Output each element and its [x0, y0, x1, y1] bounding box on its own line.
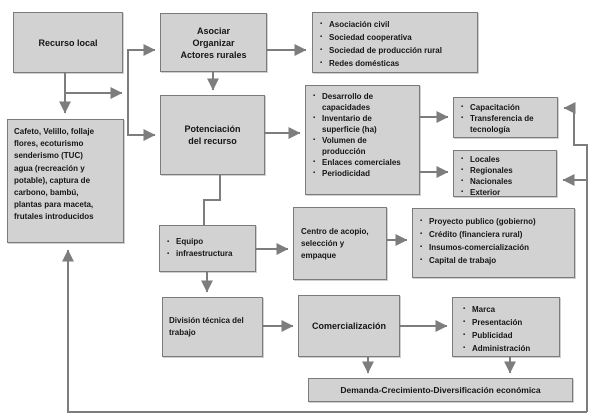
- list-item: ▪ Equipo: [167, 236, 204, 246]
- bullet-icon: ▪: [461, 189, 464, 195]
- list-item: ▪ Asociación civil: [320, 20, 390, 29]
- node-label: Recurso local: [38, 37, 98, 48]
- list-item: ▪ Crédito (financiera rural): [420, 230, 523, 239]
- list-item: ▪ Sociedad cooperativa: [320, 33, 412, 42]
- node-demanda: [308, 378, 573, 402]
- paragraph-line: plantas para maceta,: [14, 200, 94, 210]
- list-item: ▪ Capacitación: [461, 103, 520, 112]
- list-item: ▪ Administración: [463, 344, 531, 353]
- bullet-icon: ▪: [167, 250, 170, 257]
- bullet-icon: ▪: [461, 167, 464, 173]
- list-item: ▪ Enlaces comerciales: [313, 158, 401, 167]
- paragraph-line: agua (recreación y: [14, 163, 85, 173]
- list-item: ▪ Regionales: [461, 166, 513, 175]
- node-label-line: Organizar: [192, 37, 235, 48]
- bullet-icon: ▪: [313, 115, 316, 121]
- node-formas-asociacion: [312, 12, 478, 73]
- bullet-icon: ▪: [420, 244, 423, 250]
- list-item: ▪ Periodicidad: [313, 169, 371, 178]
- list-item: ▪ Transferencia de tecnología: [461, 114, 534, 134]
- list-item: ▪ Desarrollo de capacidades: [313, 92, 374, 112]
- paragraph-line: carbono, bambú,: [14, 188, 79, 198]
- bullet-icon: ▪: [420, 257, 423, 263]
- list-item: ▪ Proyecto publico (gobierno): [420, 217, 536, 226]
- bullet-icon: ▪: [313, 93, 316, 99]
- bullet-icon: ▪: [461, 178, 464, 184]
- bullet-icon: ▪: [320, 34, 323, 40]
- node-marca: [452, 297, 560, 357]
- node-centro-acopio: [293, 207, 387, 280]
- bullet-icon: ▪: [420, 218, 423, 224]
- node-label: Demanda-Crecimiento-Diversificación económica: [340, 385, 541, 395]
- bullet-icon: ▪: [461, 104, 464, 110]
- node-financiamiento: [412, 208, 575, 278]
- bullet-icon: ▪: [463, 306, 466, 312]
- connector-potenciacion-to-equipo: [204, 175, 220, 225]
- list-item: ▪ Inventario de superficie (ha): [313, 114, 377, 134]
- bullet-icon: ▪: [420, 231, 423, 237]
- bullet-icon: ▪: [313, 137, 316, 143]
- paragraph-line: frutales introducidos: [14, 212, 94, 222]
- list-item: ▪ Marca: [463, 305, 496, 314]
- node-label-line: trabajo: [169, 328, 196, 337]
- bullet-icon: ▪: [313, 170, 316, 176]
- node-recurso-local: [13, 12, 123, 73]
- node-recursos-lista: [7, 119, 124, 243]
- list-item: ▪ infraestructura: [167, 248, 233, 258]
- node-asociar-organizar: [160, 13, 267, 72]
- node-label-line: Asociar: [196, 25, 231, 36]
- bullet-icon: ▪: [320, 47, 323, 53]
- node-label-line: del recurso: [188, 136, 237, 146]
- node-label: Comercialización: [311, 321, 387, 331]
- node-diagnostico: [305, 85, 420, 195]
- node-capacitacion: [453, 97, 558, 138]
- bullet-icon: ▪: [463, 332, 466, 338]
- paragraph-line: potable), captura de: [14, 175, 91, 185]
- list-item: ▪ Publicidad: [463, 331, 513, 340]
- list-item: ▪ Redes domésticas: [320, 59, 400, 68]
- node-label-line: selección y: [301, 238, 345, 248]
- list-item: ▪ Presentación: [463, 318, 523, 327]
- node-label-line: Centro de acopio,: [301, 226, 369, 236]
- list-item: ▪ Volumen de producción: [313, 136, 367, 156]
- bullet-icon: ▪: [167, 238, 170, 245]
- node-equipo: [159, 225, 256, 272]
- bullet-icon: ▪: [463, 345, 466, 351]
- node-division-trabajo: [162, 297, 263, 357]
- bullet-icon: ▪: [320, 21, 323, 27]
- list-item: ▪ Nacionales: [461, 177, 513, 186]
- node-mercados: [453, 150, 557, 197]
- node-label-line: Potenciación: [184, 124, 241, 134]
- list-item: ▪ Capital de trabajo: [420, 256, 497, 265]
- bullet-icon: ▪: [313, 159, 316, 165]
- node-potenciacion: [160, 95, 265, 175]
- node-comercializacion: [298, 295, 400, 357]
- node-label-line: empaque: [301, 250, 337, 260]
- paragraph-line: Cafeto, Velillo, follaje: [14, 127, 95, 136]
- node-label-line: División técnica del: [169, 316, 244, 325]
- bullet-icon: ▪: [320, 60, 323, 66]
- node-label-line: Actores rurales: [180, 49, 247, 60]
- list-item: ▪ Sociedad de producción rural: [320, 46, 442, 55]
- bullet-icon: ▪: [463, 319, 466, 325]
- list-item: ▪ Insumos-comercialización: [420, 243, 530, 252]
- paragraph-line: senderismo (TUC): [14, 151, 83, 161]
- bullet-icon: ▪: [461, 156, 464, 162]
- list-item: ▪ Exterior: [461, 188, 501, 197]
- bullet-icon: ▪: [461, 115, 464, 121]
- paragraph-line: flores, ecoturismo: [14, 139, 84, 149]
- list-item: ▪ Locales: [461, 155, 500, 164]
